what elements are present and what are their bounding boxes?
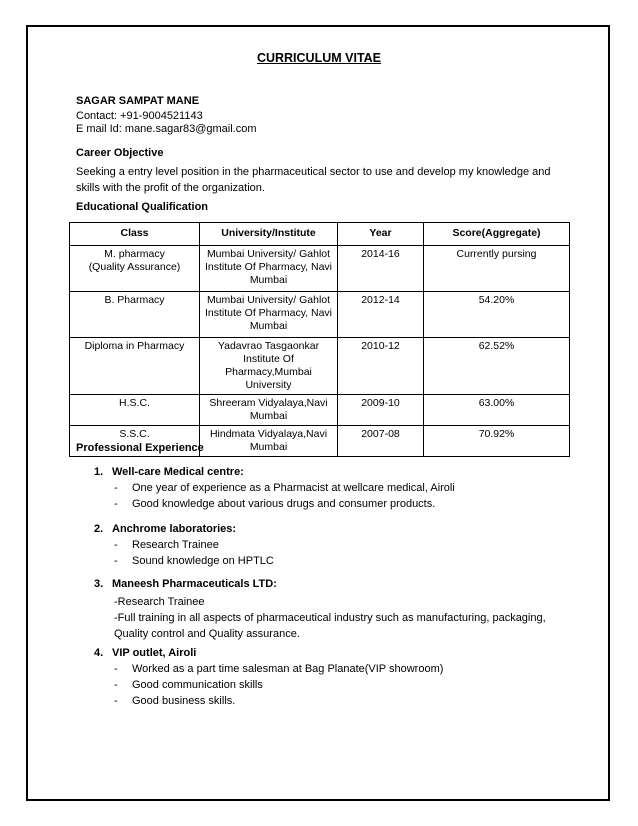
item-number: 1. — [94, 466, 104, 478]
table-row — [70, 246, 570, 292]
dash-marker: - — [114, 663, 118, 675]
list-item-text: Sound knowledge on HPTLC — [132, 555, 274, 567]
list-item-text: -Full training in all aspects of pharmaceutical industry such as manufacturing, packaging, Quality control and Quality assurance. — [114, 612, 546, 640]
cell-class: H.S.C. — [70, 395, 200, 426]
item-number: 2. — [94, 523, 104, 535]
dash-marker: - — [114, 555, 118, 567]
dash-marker: - — [114, 498, 118, 510]
education-heading: Educational Qualification — [76, 201, 209, 213]
cell-institute: Mumbai University/ Gahlot Institute Of Pharmacy, Navi Mumbai — [200, 246, 338, 292]
experience-item-3 — [94, 578, 574, 642]
experience-title — [94, 466, 574, 482]
item-title: Maneesh Pharmaceuticals LTD: — [112, 578, 277, 590]
cell-institute: Hindmata Vidyalaya,Navi Mumbai — [200, 426, 338, 457]
column-header-score: Score(Aggregate) — [424, 223, 570, 246]
item-title: Well-care Medical centre: — [112, 466, 244, 478]
item-title: VIP outlet, Airoli — [112, 647, 197, 659]
cell-score: 63.00% — [424, 395, 570, 426]
cell-score: 54.20% — [424, 292, 570, 338]
cell-year: 2012-14 — [338, 292, 424, 338]
cell-year: 2009-10 — [338, 395, 424, 426]
cell-score: 62.52% — [424, 338, 570, 395]
cell-score: Currently pursing — [424, 246, 570, 292]
list-item-text: One year of experience as a Pharmacist at wellcare medical, Airoli — [132, 482, 455, 494]
column-header-class: Class — [70, 223, 200, 246]
item-title: Anchrome laboratories: — [112, 523, 237, 535]
cell-institute: Shreeram Vidyalaya,Navi Mumbai — [200, 395, 338, 426]
cell-class: B. Pharmacy — [70, 292, 200, 338]
email-address: E mail Id: mane.sagar83@gmail.com — [76, 123, 257, 135]
education-header-row — [70, 223, 570, 246]
cell-institute: Yadavrao Tasgaonkar Institute Of Pharmacy,Mumbai University — [200, 338, 338, 395]
list-item — [94, 482, 574, 498]
contact-number: Contact: +91-9004521143 — [76, 110, 203, 122]
list-item-text: Good knowledge about various drugs and consumer products. — [132, 498, 436, 510]
cell-score: 70.92% — [424, 426, 570, 457]
list-item — [94, 498, 574, 514]
column-header-institute: University/Institute — [200, 223, 338, 246]
list-item — [94, 663, 574, 679]
table-row — [70, 395, 570, 426]
list-item — [94, 539, 574, 555]
experience-title — [94, 523, 574, 539]
experience-item-2 — [94, 523, 574, 571]
experience-item-1 — [94, 466, 574, 514]
item-number: 4. — [94, 647, 104, 659]
table-row — [70, 292, 570, 338]
document-title: CURRICULUM VITAE — [256, 51, 382, 65]
list-item — [94, 555, 574, 571]
list-item-text: Worked as a part time salesman at Bag Planate(VIP showroom) — [132, 663, 444, 675]
experience-title — [94, 647, 574, 663]
item-number: 3. — [94, 578, 104, 590]
experience-item-4 — [94, 647, 574, 711]
column-header-year: Year — [338, 223, 424, 246]
list-item — [94, 695, 574, 711]
cell-class: M. pharmacy (Quality Assurance) — [70, 246, 200, 292]
cell-year: 2014-16 — [338, 246, 424, 292]
career-objective-heading: Career Objective — [76, 147, 164, 159]
dash-marker: - — [114, 679, 118, 691]
education-table — [69, 222, 570, 457]
table-row — [70, 338, 570, 395]
list-item-text: Research Trainee — [132, 539, 219, 551]
cell-class: S.S.C. — [70, 426, 200, 457]
candidate-name: SAGAR SAMPAT MANE — [76, 95, 200, 107]
list-item-text: Good business skills. — [132, 695, 236, 707]
dash-marker: - — [114, 695, 118, 707]
cell-class: Diploma in Pharmacy — [70, 338, 200, 395]
cell-institute: Mumbai University/ Gahlot Institute Of Pharmacy, Navi Mumbai — [200, 292, 338, 338]
cell-year: 2010-12 — [338, 338, 424, 395]
dash-marker: - — [114, 539, 118, 551]
list-item — [94, 679, 574, 695]
cell-year: 2007-08 — [338, 426, 424, 457]
experience-title — [94, 578, 574, 594]
career-objective-text: Seeking a entry level position in the pharmaceutical sector to use and develop my knowledge and skills with the profit of the organization. — [76, 166, 551, 194]
list-item-text: -Research Trainee — [114, 596, 205, 608]
list-item-text: Good communication skills — [132, 679, 263, 691]
dash-marker: - — [114, 482, 118, 494]
experience-heading: Professional Experience — [76, 442, 204, 454]
